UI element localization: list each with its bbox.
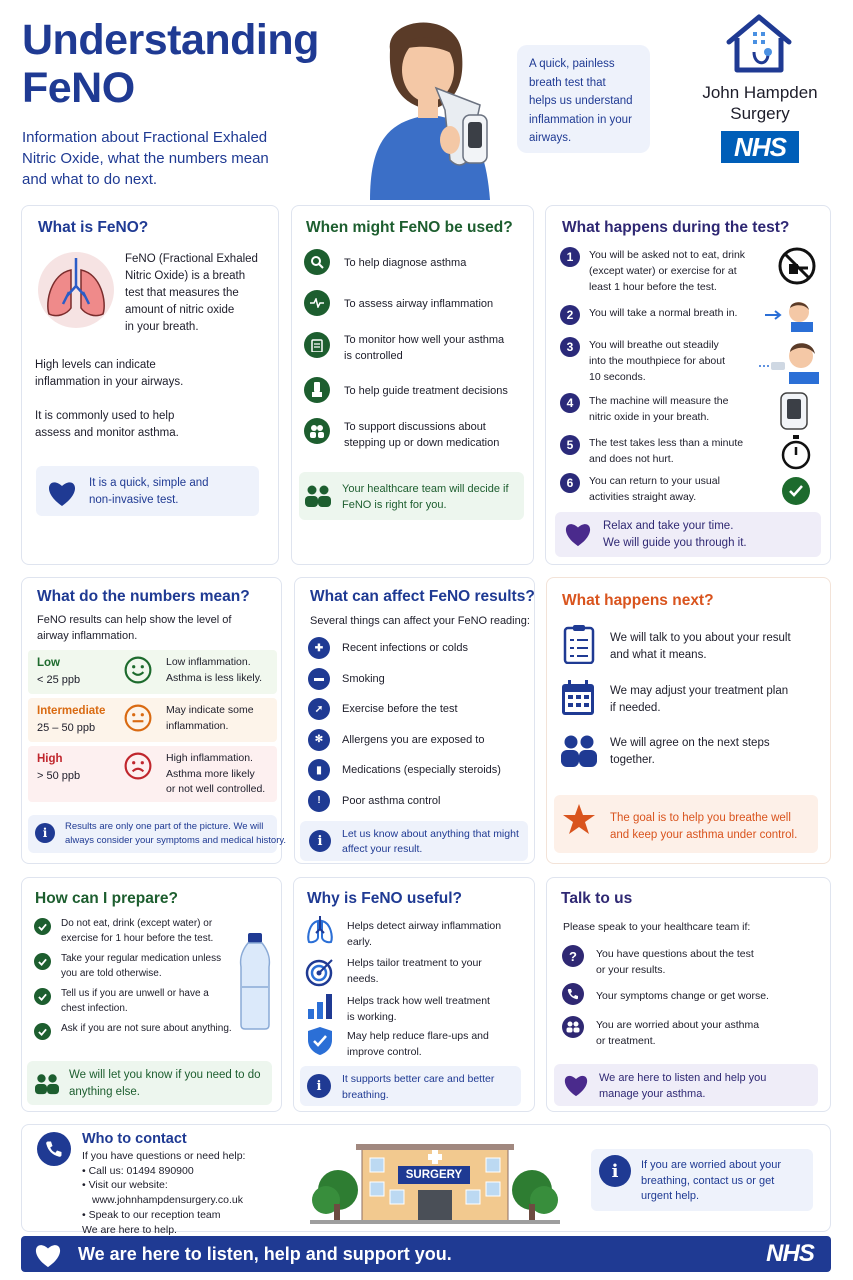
better-care-text xyxy=(342,1071,494,1103)
card-title: What happens during the test? xyxy=(562,219,790,236)
text-line: into the mouthpiece for about xyxy=(589,355,726,367)
neutral-face-icon xyxy=(124,704,152,732)
text-line: in your breath. xyxy=(125,321,199,333)
text-line: early. xyxy=(347,936,372,948)
used-for-asthma-text xyxy=(35,408,179,442)
text-line: least 1 hour before the test. xyxy=(589,281,717,293)
useful-item xyxy=(347,993,490,1025)
text-line: Tell us if you are unwell or have a xyxy=(61,988,209,999)
smile-face-icon xyxy=(124,656,152,684)
text-line: We may adjust your treatment plan xyxy=(610,685,789,697)
card-title: How can I prepare? xyxy=(35,890,178,907)
next-item xyxy=(610,735,770,769)
practice-name-line: Surgery xyxy=(730,104,790,123)
text-line: and does not hurt. xyxy=(589,453,674,465)
contact-line: • Visit our website: xyxy=(82,1179,168,1192)
step-number-badge: 2 xyxy=(560,305,580,325)
affect-item: Smoking xyxy=(342,672,385,685)
text-line: To help diagnose asthma xyxy=(344,257,467,269)
text-line: anything else. xyxy=(69,1086,140,1098)
practice-name-line: John Hampden xyxy=(702,83,818,102)
phone-icon xyxy=(562,983,584,1005)
inhaler-icon xyxy=(304,377,330,403)
contact-details xyxy=(82,1149,245,1237)
text-line: Let us know about anything that might xyxy=(342,828,519,840)
text-line: if needed. xyxy=(610,702,661,714)
text-line: The goal is to help you breathe well xyxy=(610,812,791,824)
text-line: nitric oxide in your breath. xyxy=(589,411,710,423)
text-line: Take your regular medication unless xyxy=(61,953,222,964)
text-line: Helps detect airway inflammation xyxy=(347,920,502,932)
question-icon: ? xyxy=(562,945,584,967)
text-line: Ask if you are not sure about anything. xyxy=(61,1023,232,1034)
text-line: High inflammation. xyxy=(166,752,253,764)
text-line: You will take a normal breath in. xyxy=(589,307,738,319)
urgent-help-text xyxy=(641,1158,781,1205)
text-line: You have questions about the test xyxy=(596,948,754,960)
when-used-item xyxy=(344,332,504,364)
bar-chart-icon xyxy=(307,993,335,1019)
text-line: or your results. xyxy=(596,964,666,976)
text-line: 10 seconds. xyxy=(589,371,646,383)
info-icon: i xyxy=(599,1155,631,1187)
level-name: High xyxy=(37,753,63,765)
step-text xyxy=(589,337,725,385)
when-used-item xyxy=(344,255,466,271)
text-line: you are told otherwise. xyxy=(61,968,162,979)
level-range: < 25 ppb xyxy=(37,674,81,686)
heart-icon xyxy=(46,479,78,507)
card-title: What is FeNO? xyxy=(38,219,149,236)
people-icon xyxy=(561,735,597,767)
talk-item xyxy=(596,946,754,978)
info-icon: i xyxy=(309,830,331,852)
subtitle-line: Nitric Oxide, what the numbers mean xyxy=(22,150,269,167)
frown-face-icon xyxy=(124,752,152,780)
checkmark-icon xyxy=(34,988,51,1005)
contact-website-link[interactable]: www.johnhampdensurgery.co.uk xyxy=(92,1194,243,1207)
next-item xyxy=(610,683,788,717)
let-us-know-text xyxy=(342,827,519,857)
cigarette-icon: ▬ xyxy=(308,668,330,690)
bubble-line: inflammation in your xyxy=(529,113,632,126)
text-line: FeNO (Fractional Exhaled xyxy=(125,253,258,265)
step-text xyxy=(589,435,743,467)
prepare-item xyxy=(61,986,209,1016)
checkmark-icon xyxy=(34,918,51,935)
virus-icon: ✚ xyxy=(308,637,330,659)
text-line: Do not eat, drink (except water) or xyxy=(61,918,213,929)
shield-icon xyxy=(307,1026,333,1056)
text-line: non-invasive test. xyxy=(89,494,179,506)
checkmark-icon xyxy=(782,477,810,505)
quick-test-note-text xyxy=(89,475,209,509)
nhs-logo: NHS xyxy=(721,131,799,163)
text-line: Asthma more likely xyxy=(166,767,255,780)
step-text xyxy=(589,247,745,295)
text-line: Your symptoms change or get worse. xyxy=(596,990,769,1002)
text-line: breathing. xyxy=(342,1089,389,1101)
useful-item xyxy=(347,955,482,987)
prepare-item xyxy=(61,1021,232,1036)
text-line: Nitric Oxide) is a breath xyxy=(125,270,246,282)
search-icon xyxy=(304,249,330,275)
lungs-warning-icon: ! xyxy=(308,790,330,812)
footer-message: We are here to listen, help and support you. xyxy=(78,1244,452,1264)
card-title: Why is FeNO useful? xyxy=(307,890,463,907)
text-line: May help reduce flare-ups and xyxy=(347,1030,489,1042)
card-title: What do the numbers mean? xyxy=(37,588,250,605)
surgery-sign: SURGERY xyxy=(405,1169,463,1181)
text-line: Low inflammation. xyxy=(166,656,251,668)
text-line: affect your result. xyxy=(342,843,423,855)
level-name: Intermediate xyxy=(37,705,106,717)
title-line-1: Understanding xyxy=(22,16,319,64)
text-line: High levels can indicate xyxy=(35,359,156,371)
text-line: To support discussions about xyxy=(344,421,486,433)
feno-definition xyxy=(125,251,258,336)
checkmark-icon xyxy=(34,1023,51,1040)
text-line: needs. xyxy=(347,973,379,985)
person-breathing-out-icon xyxy=(757,338,821,384)
affect-item: Medications (especially steroids) xyxy=(342,764,501,776)
affect-intro: Several things can affect your FeNO reading: xyxy=(310,615,530,627)
text-line: To assess airway inflammation xyxy=(344,298,494,310)
let-you-know-text xyxy=(69,1067,261,1101)
goal-note-text xyxy=(610,810,797,844)
text-line: We will let you know if you need to do xyxy=(69,1069,261,1081)
subtitle-line: and what to do next. xyxy=(22,171,158,188)
text-line: To monitor how well your asthma xyxy=(344,334,505,346)
talk-item xyxy=(596,988,769,1004)
step-number-badge: 3 xyxy=(560,337,580,357)
contact-line: We are here to help. xyxy=(82,1223,177,1236)
title-line-2: FeNO xyxy=(22,64,135,112)
step-number-badge: 4 xyxy=(560,393,580,413)
text-line: We are here to listen and help you xyxy=(599,1072,767,1084)
when-used-item xyxy=(344,419,499,451)
step-text xyxy=(589,305,737,321)
star-icon xyxy=(562,803,596,835)
prepare-item xyxy=(61,951,221,981)
affect-item: Recent infections or colds xyxy=(342,642,468,654)
text-line: Your healthcare team will decide if xyxy=(342,483,509,495)
feno-device-icon xyxy=(779,391,809,431)
pulse-icon xyxy=(304,290,330,316)
text-line: We will talk to you about your result xyxy=(610,632,791,644)
people-icon xyxy=(305,485,331,507)
level-range: > 50 ppb xyxy=(37,770,81,782)
text-line: or treatment. xyxy=(596,1035,656,1047)
talk-item xyxy=(596,1017,759,1049)
numbers-intro xyxy=(37,612,231,644)
pollen-icon: ✻ xyxy=(308,729,330,751)
level-description xyxy=(166,751,265,798)
text-line: You are worried about your asthma xyxy=(596,1019,760,1031)
card-title: What happens next? xyxy=(562,592,714,609)
text-line: Asthma is less likely. xyxy=(166,671,263,684)
text-line: inflammation in your airways. xyxy=(35,376,184,388)
text-line: stepping up or down medication xyxy=(344,437,500,449)
step-text xyxy=(589,393,728,425)
step-text xyxy=(589,473,720,505)
page-subtitle xyxy=(22,127,269,190)
text-line: exercise for 1 hour before the test. xyxy=(61,933,214,944)
water-bottle-icon xyxy=(238,931,272,1031)
person-using-feno-device-illustration xyxy=(350,10,510,200)
people-icon xyxy=(35,1073,59,1095)
text-line: Results are only one part of the picture. We will xyxy=(65,821,264,832)
affect-item: Allergens you are exposed to xyxy=(342,733,485,746)
phone-icon xyxy=(37,1132,71,1166)
text-line: The machine will measure the xyxy=(589,395,729,407)
text-line: You will breathe out steadily xyxy=(589,339,719,351)
bubble-line: breath test that xyxy=(529,76,606,89)
text-line: Helps tailor treatment to your xyxy=(347,957,482,969)
heart-icon xyxy=(33,1242,63,1268)
text-line: Relax and take your time. xyxy=(603,520,734,532)
card-title: Talk to us xyxy=(561,890,633,907)
affect-item: Exercise before the test xyxy=(342,703,458,715)
text-line: amount of nitric oxide xyxy=(125,304,235,316)
decide-note-text xyxy=(342,481,509,513)
text-line: Helps track how well treatment xyxy=(347,995,490,1007)
people-icon xyxy=(562,1016,584,1038)
running-icon: ➚ xyxy=(308,698,330,720)
people-icon xyxy=(304,418,330,444)
when-used-item xyxy=(344,296,493,312)
lungs-icon xyxy=(33,252,119,328)
text-line: To help guide treatment decisions xyxy=(344,385,508,397)
speech-bubble xyxy=(517,45,650,153)
text-line: breathing, contact us or get xyxy=(641,1174,775,1187)
text-line: urgent help. xyxy=(641,1190,700,1202)
when-used-item xyxy=(344,383,508,399)
affect-item: Poor asthma control xyxy=(342,794,441,807)
bubble-line: helps us understand xyxy=(529,95,633,107)
text-line: activities straight away. xyxy=(589,491,697,503)
level-description xyxy=(166,703,254,734)
card-title: When might FeNO be used? xyxy=(306,219,513,236)
results-note-text xyxy=(65,820,286,848)
level-name: Low xyxy=(37,657,60,669)
text-line: (except water) or exercise for at xyxy=(589,265,737,277)
text-line: The test takes less than a minute xyxy=(589,437,744,449)
step-number-badge: 5 xyxy=(560,435,580,455)
contact-line: • Speak to our reception team xyxy=(82,1208,221,1221)
calendar-icon xyxy=(561,680,595,716)
no-eating-icon xyxy=(776,246,818,286)
prepare-item xyxy=(61,916,213,946)
checkmark-icon xyxy=(34,953,51,970)
page-title xyxy=(22,16,319,112)
text-line: It is commonly used to help xyxy=(35,410,175,422)
text-line: or not well controlled. xyxy=(166,783,266,795)
contact-title: Who to contact xyxy=(82,1131,187,1147)
text-line: is working. xyxy=(347,1011,397,1023)
info-icon: i xyxy=(35,823,55,843)
text-line: test that measures the xyxy=(125,287,239,299)
text-line: and what it means. xyxy=(610,649,707,661)
footer-nhs-logo: NHS xyxy=(766,1240,814,1267)
text-line: chest infection. xyxy=(61,1003,128,1014)
text-line: We will guide you through it. xyxy=(603,537,747,549)
step-number-badge: 1 xyxy=(560,247,580,267)
level-range: 25 – 50 ppb xyxy=(37,722,96,734)
text-line: and keep your asthma under control. xyxy=(610,829,798,841)
useful-item xyxy=(347,1028,489,1060)
clipboard-icon xyxy=(304,332,330,358)
step-number-badge: 6 xyxy=(560,473,580,493)
listen-note-text xyxy=(599,1070,766,1102)
text-line: together. xyxy=(610,754,655,766)
checklist-icon xyxy=(563,624,595,664)
high-levels-text xyxy=(35,357,183,391)
text-line: improve control. xyxy=(347,1046,422,1058)
text-line: It supports better care and better xyxy=(342,1073,495,1085)
text-line: May indicate some xyxy=(166,704,254,716)
relax-note-text xyxy=(603,518,747,552)
stopwatch-icon xyxy=(779,434,813,470)
level-description xyxy=(166,655,262,686)
text-line: We will agree on the next steps xyxy=(610,737,770,749)
text-line: It is a quick, simple and xyxy=(89,477,209,489)
person-breathing-in-icon xyxy=(763,298,817,332)
lungs-icon xyxy=(305,915,335,945)
heart-icon xyxy=(563,521,593,547)
contact-line: If you have questions or need help: xyxy=(82,1150,246,1162)
text-line: assess and monitor asthma. xyxy=(35,427,179,439)
medication-icon: ▮ xyxy=(308,759,330,781)
text-line: always consider your symptoms and medical history. xyxy=(65,835,287,846)
contact-phone[interactable]: • Call us: 01494 890900 xyxy=(82,1164,194,1177)
text-line: FeNO is right for you. xyxy=(342,499,447,511)
subtitle-line: Information about Fractional Exhaled xyxy=(22,129,268,146)
text-line: is controlled xyxy=(344,350,403,362)
text-line: If you are worried about your xyxy=(641,1159,782,1171)
bubble-line: A quick, painless xyxy=(529,58,615,70)
target-icon xyxy=(305,957,335,987)
next-item xyxy=(610,630,791,664)
heart-icon xyxy=(562,1073,590,1097)
talk-intro: Please speak to your healthcare team if: xyxy=(563,921,751,933)
card-title: What can affect FeNO results? xyxy=(310,588,535,605)
info-icon: i xyxy=(307,1074,331,1098)
text-line: You will be asked not to eat, drink xyxy=(589,249,746,261)
useful-item xyxy=(347,918,501,950)
text-line: FeNO results can help show the level of xyxy=(37,614,232,626)
practice-name xyxy=(690,82,830,124)
text-line: manage your asthma. xyxy=(599,1088,706,1100)
text-line: inflammation. xyxy=(166,719,229,732)
text-line: You can return to your usual xyxy=(589,475,720,487)
bubble-line: airways. xyxy=(529,132,572,144)
house-stethoscope-logo-icon xyxy=(724,12,794,78)
text-line: airway inflammation. xyxy=(37,630,138,642)
